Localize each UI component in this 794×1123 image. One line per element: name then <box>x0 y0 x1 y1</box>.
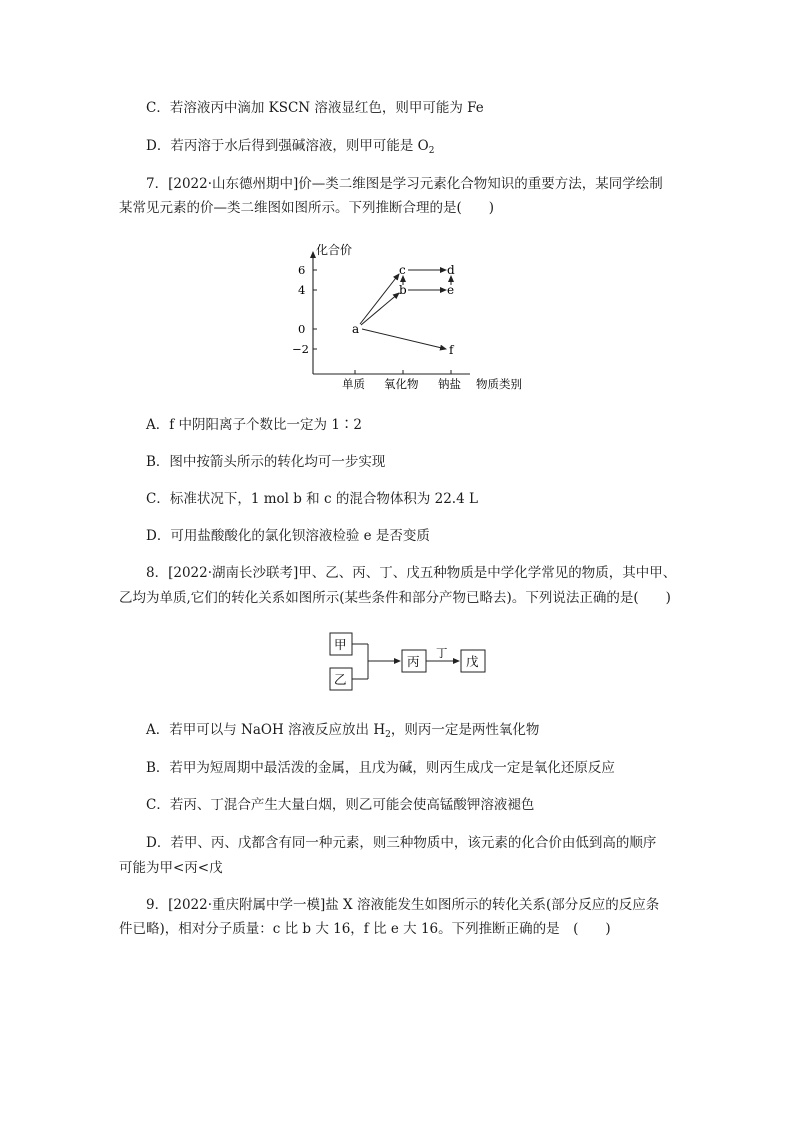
q8-option-b: B．若甲为短周期中最活泼的金属，且戊为碱，则丙生成戊一定是氧化还原反应 <box>146 760 615 776</box>
box-bing-label: 丙 <box>407 654 420 669</box>
x-tick-sodium-salt: 钠盐 <box>438 377 461 390</box>
point-c: c <box>399 263 406 277</box>
point-f: f <box>449 343 454 357</box>
x-tick-oxide: 氧化物 <box>384 377 419 390</box>
q9-stem-line1: 9．[2022·重庆附属中学一模]盐 X 溶液能发生如图所示的转化关系(部分反应的反应条 <box>146 897 660 913</box>
q9-stem-line2: 件已略)，相对分子质量：c 比 b 大 16，f 比 e 大 16。下列推断正确的是 ( ) <box>119 921 611 937</box>
point-a: a <box>352 322 360 336</box>
q6-option-d-text: D．若丙溶于水后得到强碱溶液，则甲可能是 O <box>146 138 429 154</box>
q6-option-d <box>146 137 434 155</box>
y-axis-label: 化合价 <box>316 243 353 257</box>
y-tick-6: 6 <box>298 263 306 277</box>
q8-option-a-tail: ，则丙一定是两性氧化物 <box>390 722 540 738</box>
conversion-diagram <box>325 628 495 694</box>
q8-option-d-line1: D．若甲、丙、戊都含有同一种元素，则三种物质中，该元素的化合价由低到高的顺序 <box>146 835 657 851</box>
y-tick-minus2: −2 <box>292 342 309 356</box>
box-wu-label: 戊 <box>466 654 479 669</box>
point-b: b <box>399 283 407 297</box>
x-axis-label: 物质类别 <box>476 377 522 390</box>
q7-stem-line1: 7．[2022·山东德州期中]价—类二维图是学习元素化合物知识的重要方法，某同学绘制 <box>146 176 663 192</box>
q7-option-d: D．可用盐酸酸化的氯化钡溶液检验 e 是否变质 <box>146 528 430 544</box>
box-jia-label: 甲 <box>334 637 347 652</box>
point-d: d <box>447 263 455 277</box>
q6-option-c: C．若溶液丙中滴加 KSCN 溶液显红色，则甲可能为 Fe <box>146 100 484 116</box>
point-e: e <box>447 283 455 297</box>
q8-stem-line2: 乙均为单质,它们的转化关系如图所示(某些条件和部分产物已略去)。下列说法正确的是( ) <box>119 590 671 606</box>
q7-option-b: B．图中按箭头所示的转化均可一步实现 <box>146 454 386 470</box>
arrow-a-to-f <box>362 329 446 349</box>
q7-option-c: C．标准状况下，1 mol b 和 c 的混合物体积为 22.4 L <box>146 491 478 507</box>
q8-option-a-subscript: 2 <box>385 730 391 740</box>
q8-stem-line1: 8．[2022·湖南长沙联考]甲、乙、丙、丁、戊五种物质是中学化学常见的物质，其中甲、 <box>146 565 677 581</box>
q6-option-d-subscript: 2 <box>428 146 435 156</box>
arrow-label-ding: 丁 <box>436 646 448 660</box>
q7-option-a: A．f 中阴阳离子个数比一定为 1∶2 <box>146 417 363 433</box>
y-tick-0: 0 <box>298 322 306 336</box>
q8-option-a <box>146 721 539 739</box>
valence-class-chart <box>280 238 540 390</box>
q7-stem-line2: 某常见元素的价—类二维图如图所示。下列推断合理的是( ) <box>119 200 495 216</box>
q8-option-d-line2: 可能为甲<丙<戊 <box>119 860 223 876</box>
y-tick-4: 4 <box>298 283 306 297</box>
q8-option-a-text: A．若甲可以与 NaOH 溶液反应放出 H <box>146 722 386 738</box>
arrow-a-to-c <box>360 274 399 324</box>
box-yi-label: 乙 <box>334 672 347 687</box>
x-tick-elemental: 单质 <box>342 377 365 390</box>
q8-option-c: C．若丙、丁混合产生大量白烟，则乙可能会使高锰酸钾溶液褪色 <box>146 797 535 813</box>
